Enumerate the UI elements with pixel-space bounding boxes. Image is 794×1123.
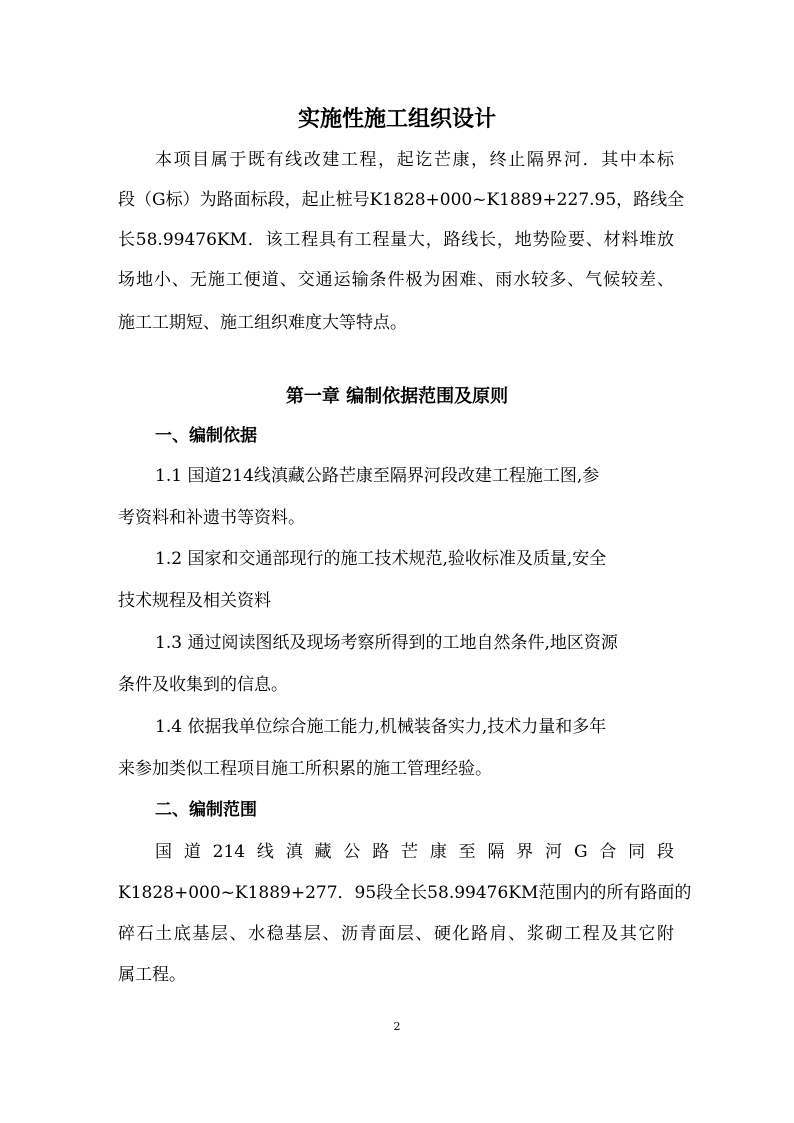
paragraph-line: 技术规程及相关资料 xyxy=(118,591,271,611)
intro-line: 段（G标）为路面标段，起止桩号K1828+000~K1889+227.95，路线全 xyxy=(118,190,685,210)
intro-line: 施工工期短、施工组织难度大等特点。 xyxy=(118,313,407,333)
section-heading: 二、编制范围 xyxy=(155,800,257,820)
paragraph-line: 属工程。 xyxy=(118,965,186,985)
paragraph-line: 1.4 依据我单位综合施工能力,机械装备实力,技术力量和多年 xyxy=(155,717,607,737)
intro-line: 长58.99476KM．该工程具有工程量大，路线长，地势险要、材料堆放 xyxy=(118,230,674,250)
paragraph-line: 1.3 通过阅读图纸及现场考察所得到的工地自然条件,地区资源 xyxy=(155,633,618,653)
paragraph-line: 1.1 国道214线滇藏公路芒康至隔界河段改建工程施工图,参 xyxy=(155,466,600,486)
intro-line: 本项目属于既有线改建工程，起讫芒康，终止隔界河．其中本标 xyxy=(155,150,674,170)
paragraph-line: 来参加类似工程项目施工所积累的施工管理经验。 xyxy=(118,759,492,779)
intro-line: 场地小、无施工便道、交通运输条件极为困难、雨水较多、气候较差、 xyxy=(118,270,674,290)
chapter-title: 第一章 编制依据范围及原则 xyxy=(285,386,509,407)
paragraph-line: 条件及收集到的信息。 xyxy=(118,675,288,695)
paragraph-line: K1828+000~K1889+277．95段全长58.99476KM范围内的所有路面的 xyxy=(118,883,692,903)
page-number: 2 xyxy=(393,1020,401,1033)
section-heading: 一、编制依据 xyxy=(155,426,257,446)
paragraph-line: 碎石土底基层、水稳基层、沥青面层、硬化路肩、浆砌工程及其它附 xyxy=(118,924,674,944)
paragraph-line: 考资料和补遗书等资料。 xyxy=(118,508,305,528)
document-title: 实施性施工组织设计 xyxy=(297,106,496,132)
paragraph-line: 1.2 国家和交通部现行的施工技术规范,验收标准及质量,安全 xyxy=(155,549,607,569)
paragraph-line: 国道214线滇藏公路芒康至隔界河G合同段 xyxy=(155,842,674,862)
